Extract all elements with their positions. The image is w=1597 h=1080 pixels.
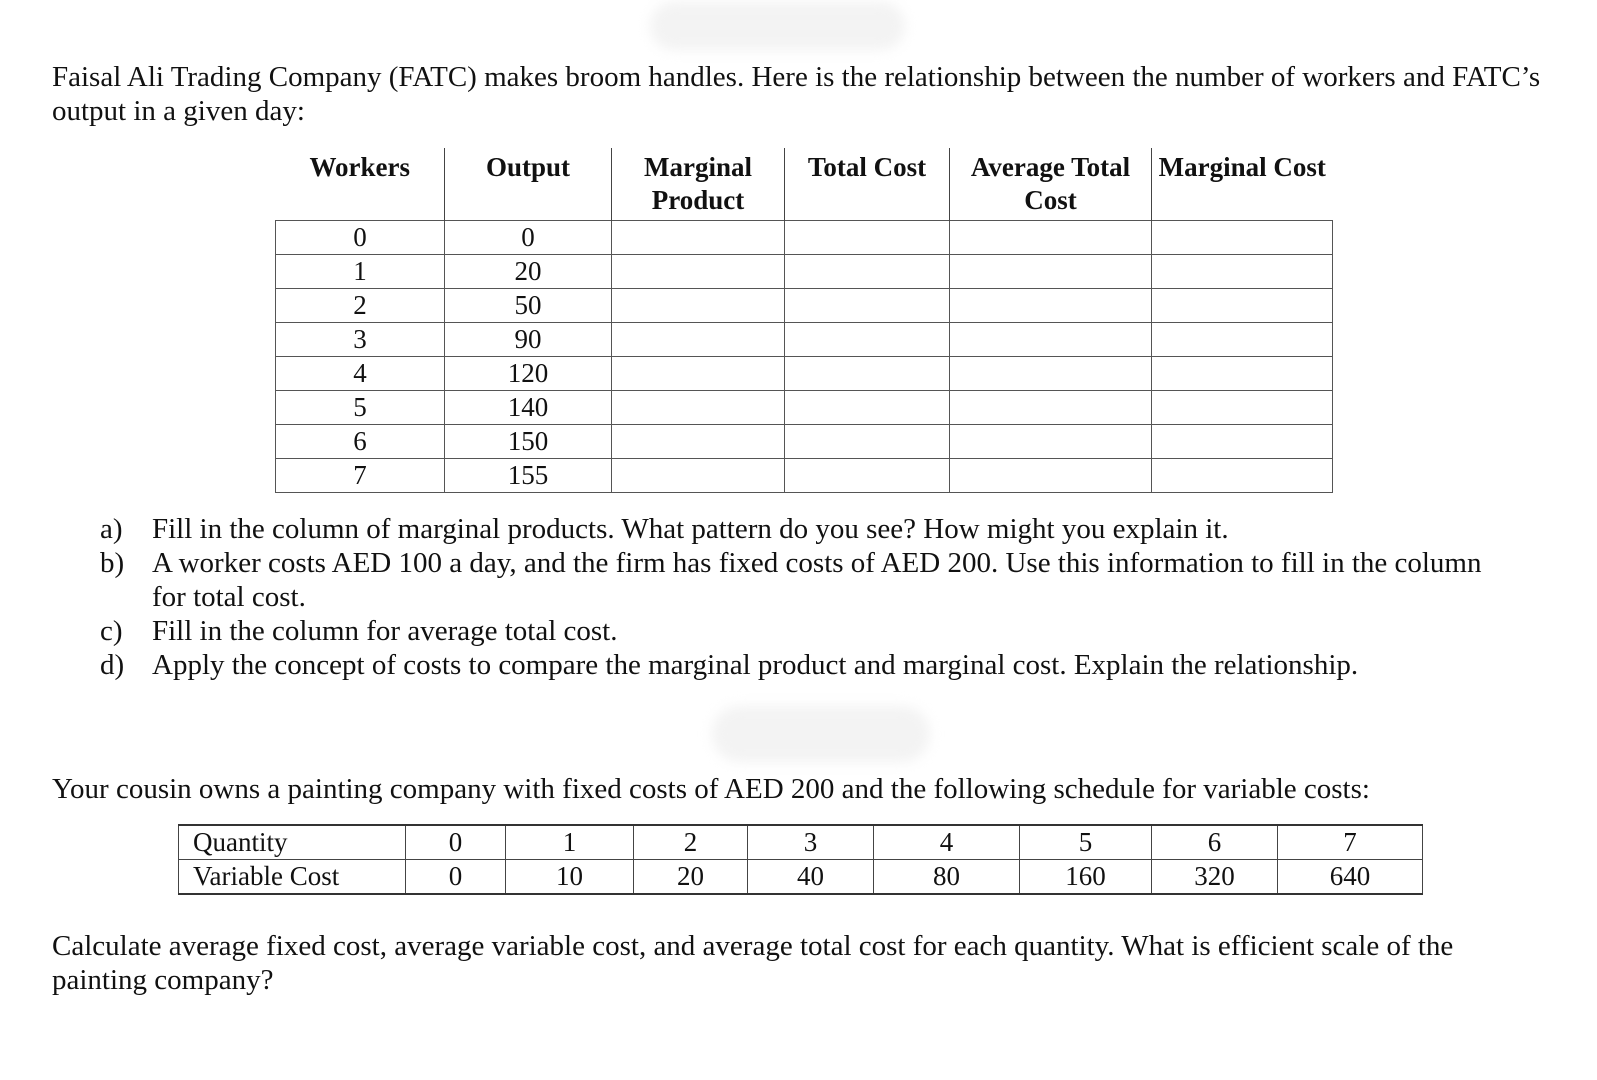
painting-cost-table — [178, 824, 1423, 895]
cell-marginal-product — [612, 289, 785, 323]
quantity-label: Quantity — [179, 825, 406, 860]
question-label: d) — [100, 649, 125, 681]
cell-average-total-cost — [950, 221, 1152, 255]
cell-total-cost — [785, 289, 950, 323]
table-row — [276, 459, 1333, 493]
question-text: Fill in the column for average total cost. — [152, 615, 618, 647]
variable-cost-cell: 80 — [874, 860, 1020, 895]
fatc-header-row — [276, 148, 1333, 221]
quantity-cell: 5 — [1020, 825, 1152, 860]
cell-total-cost — [785, 255, 950, 289]
quantity-cell: 4 — [874, 825, 1020, 860]
question-label: a) — [100, 513, 123, 545]
cell-output: 90 — [445, 323, 612, 357]
cell-average-total-cost — [950, 459, 1152, 493]
cell-workers: 5 — [276, 391, 445, 425]
table-row — [276, 357, 1333, 391]
cell-output: 50 — [445, 289, 612, 323]
variable-cost-cell: 160 — [1020, 860, 1152, 895]
variable-cost-row — [179, 860, 1423, 895]
cell-output: 150 — [445, 425, 612, 459]
question-label: b) — [100, 547, 125, 579]
question-list — [100, 512, 1520, 682]
cousin-paragraph: Your cousin owns a painting company with fixed costs of AED 200 and the following schedule for variable costs: — [52, 773, 1370, 805]
cell-workers: 1 — [276, 255, 445, 289]
cell-workers: 7 — [276, 459, 445, 493]
cell-workers: 6 — [276, 425, 445, 459]
cell-marginal-cost — [1152, 221, 1333, 255]
cell-average-total-cost — [950, 323, 1152, 357]
cell-workers: 4 — [276, 357, 445, 391]
cell-total-cost — [785, 391, 950, 425]
cell-output: 20 — [445, 255, 612, 289]
cell-total-cost — [785, 221, 950, 255]
cell-average-total-cost — [950, 391, 1152, 425]
quantity-cell: 0 — [406, 825, 506, 860]
question-text: Fill in the column of marginal products. What pattern do you see? How might you explain it. — [152, 513, 1229, 545]
cell-marginal-product — [612, 459, 785, 493]
table-row — [276, 425, 1333, 459]
table-row — [276, 323, 1333, 357]
table-row — [276, 289, 1333, 323]
question-text: Apply the concept of costs to compare the marginal product and marginal cost. Explain the relationship. — [152, 649, 1359, 681]
header-marginal-product: Marginal Product — [612, 148, 785, 221]
variable-cost-cell: 0 — [406, 860, 506, 895]
variable-cost-cell: 320 — [1152, 860, 1278, 895]
question-item — [100, 648, 1520, 682]
cell-marginal-cost — [1152, 357, 1333, 391]
cell-marginal-product — [612, 357, 785, 391]
quantity-cell: 3 — [748, 825, 874, 860]
cell-output: 155 — [445, 459, 612, 493]
cell-marginal-product — [612, 391, 785, 425]
cell-output: 140 — [445, 391, 612, 425]
header-marginal-cost: Marginal Cost — [1152, 148, 1333, 221]
cell-workers: 2 — [276, 289, 445, 323]
cell-marginal-product — [612, 425, 785, 459]
question-label: c) — [100, 615, 123, 647]
cell-average-total-cost — [950, 289, 1152, 323]
cell-marginal-product — [612, 255, 785, 289]
table-row — [276, 255, 1333, 289]
variable-cost-cell: 10 — [506, 860, 634, 895]
fatc-cost-table — [275, 148, 1333, 493]
question-item — [100, 546, 1520, 614]
redaction-smudge — [712, 706, 930, 762]
cell-marginal-product — [612, 221, 785, 255]
cell-total-cost — [785, 323, 950, 357]
question-item — [100, 512, 1520, 546]
quantity-row — [179, 825, 1423, 860]
cell-total-cost — [785, 357, 950, 391]
variable-cost-label: Variable Cost — [179, 860, 406, 895]
cell-marginal-cost — [1152, 289, 1333, 323]
cell-marginal-cost — [1152, 391, 1333, 425]
header-output: Output — [445, 148, 612, 221]
cell-workers: 3 — [276, 323, 445, 357]
cell-total-cost — [785, 459, 950, 493]
redaction-smudge — [650, 2, 905, 50]
quantity-cell: 7 — [1278, 825, 1423, 860]
intro-paragraph: Faisal Ali Trading Company (FATC) makes broom handles. Here is the relationship between the number of workers and FATC’s output in a given day: — [52, 61, 1541, 127]
variable-cost-cell: 40 — [748, 860, 874, 895]
table-row — [276, 391, 1333, 425]
header-workers: Workers — [309, 152, 410, 182]
table-row — [276, 221, 1333, 255]
cell-marginal-product — [612, 323, 785, 357]
cell-workers: 0 — [276, 221, 445, 255]
cell-average-total-cost — [950, 357, 1152, 391]
cell-average-total-cost — [950, 425, 1152, 459]
question-text: A worker costs AED 100 a day, and the firm has fixed costs of AED 200. Use this information to fill in the column for total cost. — [152, 547, 1482, 613]
calculate-paragraph: Calculate average fixed cost, average variable cost, and average total cost for each quantity. What is efficient scale of the painting company? — [52, 930, 1454, 996]
quantity-cell: 1 — [506, 825, 634, 860]
cell-average-total-cost — [950, 255, 1152, 289]
cell-marginal-cost — [1152, 459, 1333, 493]
variable-cost-cell: 640 — [1278, 860, 1423, 895]
header-total-cost: Total Cost — [785, 148, 950, 221]
quantity-cell: 2 — [634, 825, 748, 860]
cell-marginal-cost — [1152, 323, 1333, 357]
cell-total-cost — [785, 425, 950, 459]
quantity-cell: 6 — [1152, 825, 1278, 860]
cell-output: 0 — [445, 221, 612, 255]
variable-cost-cell: 20 — [634, 860, 748, 895]
header-average-total-cost: Average Total Cost — [950, 148, 1152, 221]
question-item — [100, 614, 1520, 648]
cell-marginal-cost — [1152, 255, 1333, 289]
cell-marginal-cost — [1152, 425, 1333, 459]
cell-output: 120 — [445, 357, 612, 391]
